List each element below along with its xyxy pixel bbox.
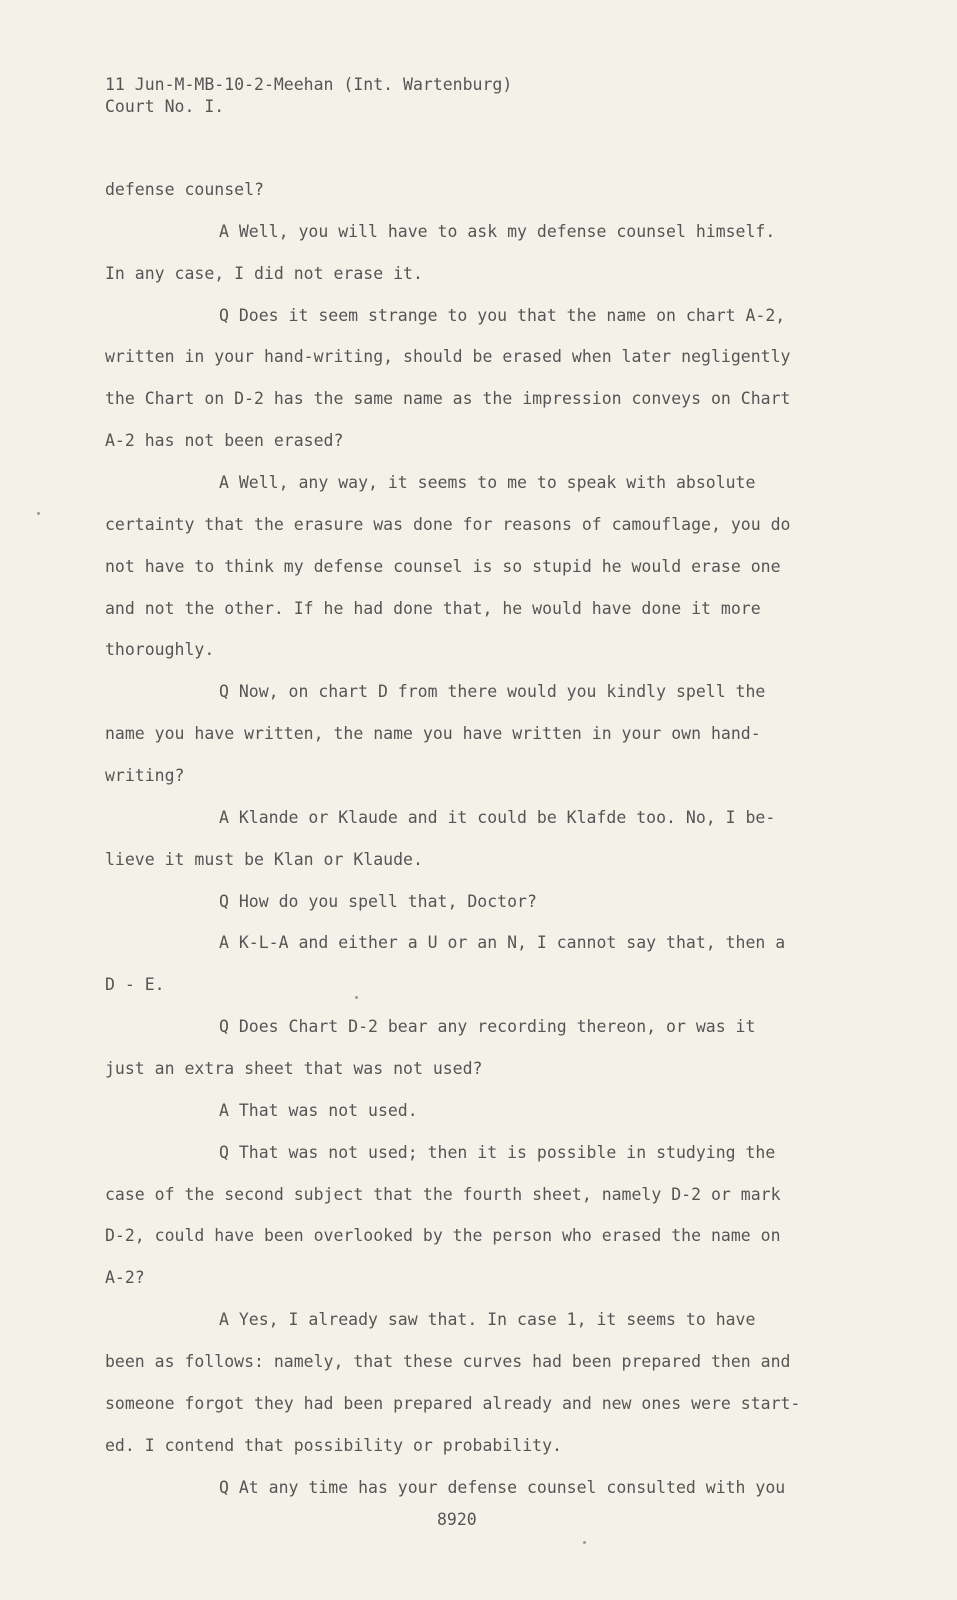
text-line: Q That was not used; then it is possible in studying the (219, 1143, 776, 1162)
text-line: Q Now, on chart D from there would you kindly spell the (219, 682, 766, 701)
paper-speck (355, 996, 358, 999)
page-number: 8920 (437, 1510, 477, 1529)
text-line: A Well, you will have to ask my defense counsel himself. (219, 222, 776, 241)
text-line: someone forgot they had been prepared already and new ones were start- (105, 1394, 801, 1413)
text-line: Q Does Chart D-2 bear any recording thereon, or was it (219, 1017, 756, 1036)
header-case-line: 11 Jun-M-MB-10-2-Meehan (Int. Wartenburg) (105, 75, 513, 94)
text-line: A Klande or Klaude and it could be Klafde too. No, I be- (219, 808, 776, 827)
header-court-line: Court No. I. (105, 97, 225, 116)
paper-speck (37, 512, 40, 515)
text-line: the Chart on D-2 has the same name as the impression conveys on Chart (105, 389, 791, 408)
text-line: Q How do you spell that, Doctor? (219, 892, 537, 911)
paper-speck (583, 1541, 586, 1544)
text-line: Q At any time has your defense counsel consulted with you (219, 1478, 786, 1497)
text-line: A K-L-A and either a U or an N, I cannot say that, then a (219, 933, 786, 952)
text-line: A Well, any way, it seems to me to speak with absolute (219, 473, 756, 492)
text-line: defense counsel? (105, 180, 264, 199)
text-line: name you have written, the name you have written in your own hand- (105, 724, 761, 743)
text-line: A-2 has not been erased? (105, 431, 344, 450)
text-line: A-2? (105, 1268, 145, 1287)
text-line: not have to think my defense counsel is so stupid he would erase one (105, 557, 781, 576)
text-line: case of the second subject that the fourth sheet, namely D-2 or mark (105, 1185, 781, 1204)
text-line: been as follows: namely, that these curves had been prepared then and (105, 1352, 791, 1371)
text-line: ed. I contend that possibility or probability. (105, 1436, 562, 1455)
text-line: A Yes, I already saw that. In case 1, it seems to have (219, 1310, 756, 1329)
text-line: and not the other. If he had done that, he would have done it more (105, 599, 761, 618)
text-line: certainty that the erasure was done for reasons of camouflage, you do (105, 515, 791, 534)
text-line: thoroughly. (105, 640, 215, 659)
text-line: D-2, could have been overlooked by the person who erased the name on (105, 1226, 781, 1245)
text-line: writing? (105, 766, 185, 785)
text-line: Q Does it seem strange to you that the name on chart A-2, (219, 306, 786, 325)
text-line: just an extra sheet that was not used? (105, 1059, 483, 1078)
text-line: In any case, I did not erase it. (105, 264, 423, 283)
text-line: A That was not used. (219, 1101, 418, 1120)
text-line: written in your hand-writing, should be erased when later negligently (105, 347, 791, 366)
text-line: D - E. (105, 975, 165, 994)
text-line: lieve it must be Klan or Klaude. (105, 850, 423, 869)
